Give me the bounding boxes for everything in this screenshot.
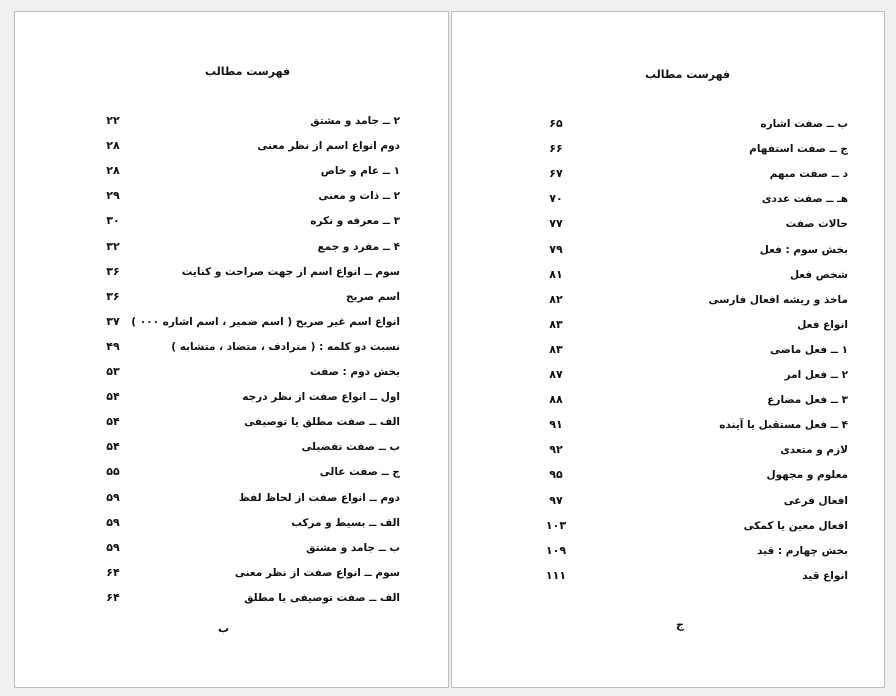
toc-entry-page-number: ۶۴ bbox=[106, 565, 120, 579]
toc-entry-page-number: ۷۰ bbox=[549, 192, 563, 206]
toc-entry-title: بخش سوم : فعل bbox=[759, 243, 848, 256]
toc-entry bbox=[15, 112, 448, 130]
toc-entry-title: هـ ــ صفت عددی bbox=[761, 193, 848, 206]
toc-entry-title: ۳ ــ معرفه و نکره bbox=[310, 215, 400, 228]
toc-entry-title: سوم ــ انواع صفت از نظر معنی bbox=[234, 566, 400, 579]
toc-entry-page-number: ۵۳ bbox=[106, 365, 120, 378]
toc-entry-title: لازم و متعدی bbox=[780, 444, 848, 457]
toc-entry-page-number: ۵۴ bbox=[106, 440, 120, 454]
toc-entry-title: ب ــ صفت تفضیلی bbox=[301, 441, 400, 454]
toc-entry-page-number: ۲۲ bbox=[106, 114, 120, 127]
toc-entry bbox=[15, 338, 448, 356]
right-page-title: فهرست مطالب bbox=[645, 68, 731, 81]
toc-entry-title: انواع اسم غیر صریح ( اسم ضمیر ، اسم اشاره ۰۰۰ ) bbox=[131, 315, 400, 328]
toc-entry-title: افعال فرعی bbox=[783, 494, 848, 507]
toc-entry-title: انواع قید bbox=[802, 569, 848, 582]
toc-entry bbox=[452, 542, 884, 560]
toc-entry-title: ۱ ــ عام و خاص bbox=[320, 165, 400, 178]
toc-entry bbox=[452, 190, 884, 208]
toc-entry-page-number: ۱۰۹ bbox=[545, 543, 567, 557]
toc-entry-page-number: ۵۵ bbox=[106, 465, 120, 479]
toc-entry bbox=[15, 162, 448, 180]
toc-entry bbox=[452, 492, 884, 510]
toc-entry bbox=[452, 466, 884, 484]
toc-entry bbox=[452, 416, 884, 434]
toc-entry-page-number: ۲۸ bbox=[106, 164, 120, 178]
toc-entry bbox=[452, 165, 884, 183]
toc-entry-title: الف ــ بسیط و مرکب bbox=[291, 516, 400, 529]
toc-entry-title: دوم ــ انواع صفت از لحاظ لفظ bbox=[238, 491, 400, 504]
toc-entry-page-number: ۵۴ bbox=[106, 415, 120, 429]
toc-entry bbox=[15, 212, 448, 230]
toc-entry bbox=[15, 589, 448, 607]
toc-entry-page-number: ۸۳ bbox=[549, 317, 563, 331]
toc-entry-title: حالات صفت bbox=[785, 218, 848, 231]
toc-entry-title: ۱ ــ فعل ماضی bbox=[770, 343, 848, 356]
toc-entry-title: الف ــ صفت توصیفی یا مطلق bbox=[244, 591, 400, 604]
toc-entry bbox=[15, 313, 448, 331]
right-toc-list bbox=[452, 12, 884, 687]
toc-entry-title: انواع فعل bbox=[797, 318, 848, 331]
toc-entry bbox=[15, 263, 448, 281]
toc-entry-page-number: ۴۹ bbox=[106, 339, 120, 353]
toc-entry-title: اول ــ انواع صفت از نظر درجه bbox=[242, 391, 400, 404]
toc-entry-title: بخش دوم : صفت bbox=[310, 366, 400, 378]
toc-entry-title: افعال معین یا کمکی bbox=[743, 519, 848, 532]
toc-entry bbox=[452, 567, 884, 585]
toc-entry-title: الف ــ صفت مطلق یا توصیفی bbox=[244, 416, 400, 429]
toc-entry bbox=[452, 241, 884, 259]
toc-entry bbox=[15, 137, 448, 155]
toc-entry bbox=[452, 115, 884, 133]
toc-entry bbox=[15, 489, 448, 507]
toc-entry-page-number: ۹۵ bbox=[549, 468, 563, 482]
toc-entry bbox=[15, 438, 448, 456]
toc-entry-page-number: ۸۳ bbox=[549, 342, 563, 356]
toc-entry-page-number: ۹۷ bbox=[549, 493, 563, 507]
toc-entry-page-number: ۷۷ bbox=[549, 217, 563, 231]
toc-entry bbox=[15, 413, 448, 431]
toc-entry-page-number: ۳۰ bbox=[106, 214, 120, 228]
toc-entry bbox=[15, 288, 448, 306]
toc-entry-page-number: ۵۹ bbox=[106, 540, 120, 554]
toc-entry-title: ۴ ــ مفرد و جمع bbox=[317, 240, 400, 253]
toc-entry-title: ج ــ صفت عالی bbox=[319, 466, 400, 479]
toc-entry-page-number: ۳۶ bbox=[106, 289, 120, 303]
toc-entry-page-number: ۵۹ bbox=[106, 515, 120, 529]
toc-entry bbox=[15, 388, 448, 406]
toc-entry bbox=[452, 341, 884, 359]
toc-entry-title: سوم ــ انواع اسم از جهت صراحت و کنایت bbox=[181, 265, 400, 278]
toc-entry-title: ۲ ــ ذات و معنی bbox=[318, 190, 400, 203]
toc-entry-page-number: ۳۲ bbox=[106, 239, 120, 253]
toc-entry-title: ماخذ و ریشه افعال فارسی bbox=[708, 293, 848, 306]
toc-entry-page-number: ۲۹ bbox=[106, 189, 120, 203]
toc-entry-title: ۳ ــ فعل مضارع bbox=[767, 394, 848, 407]
toc-entry bbox=[452, 441, 884, 459]
toc-entry-page-number: ۵۹ bbox=[106, 490, 120, 504]
toc-entry bbox=[452, 266, 884, 284]
toc-entry bbox=[452, 391, 884, 409]
toc-entry-title: ۲ ــ جامد و مشتق bbox=[310, 115, 400, 127]
toc-entry-title: معلوم و مجهول bbox=[766, 469, 848, 482]
toc-entry-page-number: ۸۲ bbox=[549, 292, 563, 306]
toc-entry bbox=[15, 514, 448, 532]
toc-entry-title: نسبت دو کلمه : ( مترادف ، متضاد ، متشابه ) bbox=[171, 340, 400, 353]
right-page bbox=[451, 11, 885, 688]
toc-entry bbox=[452, 366, 884, 384]
toc-entry-page-number: ۳۶ bbox=[106, 264, 120, 278]
toc-entry-title: ۴ ــ فعل مستقبل یا آینده bbox=[719, 419, 848, 432]
toc-entry-page-number: ۷۹ bbox=[549, 242, 563, 256]
toc-entry-title: اسم صریح bbox=[345, 290, 400, 303]
toc-entry bbox=[15, 539, 448, 557]
toc-entry-page-number: ۶۶ bbox=[549, 142, 563, 156]
toc-entry bbox=[452, 291, 884, 309]
toc-entry bbox=[452, 140, 884, 158]
toc-entry-title: ب ــ صفت اشاره bbox=[760, 118, 848, 130]
toc-entry-page-number: ۶۴ bbox=[106, 590, 120, 604]
left-toc-list bbox=[15, 12, 448, 687]
toc-entry-title: شخص فعل bbox=[789, 268, 848, 281]
toc-entry bbox=[15, 463, 448, 481]
toc-entry-title: دوم انواع اسم از نظر معنی bbox=[257, 140, 400, 153]
toc-entry-page-number: ۶۷ bbox=[549, 167, 563, 181]
toc-entry-title: ج ــ صفت استفهام bbox=[749, 143, 848, 156]
toc-entry bbox=[15, 363, 448, 381]
toc-entry-page-number: ۹۱ bbox=[549, 418, 563, 432]
left-page-footer: ب bbox=[218, 622, 230, 635]
left-page bbox=[14, 11, 449, 688]
toc-entry-page-number: ۹۲ bbox=[549, 443, 563, 457]
toc-entry-title: د ــ صفت مبهم bbox=[769, 168, 848, 181]
toc-entry-title: ۲ ــ فعل امر bbox=[784, 369, 848, 381]
toc-entry bbox=[15, 564, 448, 582]
toc-entry-title: بخش چهارم : قید bbox=[757, 544, 848, 557]
left-page-title: فهرست مطالب bbox=[205, 65, 291, 78]
toc-entry-page-number: ۸۸ bbox=[549, 393, 563, 407]
toc-entry bbox=[452, 316, 884, 334]
toc-entry-page-number: ۱۱۱ bbox=[545, 568, 567, 582]
toc-entry-page-number: ۶۵ bbox=[549, 117, 563, 130]
toc-entry bbox=[452, 517, 884, 535]
toc-entry-title: ب ــ جامد و مشتق bbox=[306, 541, 400, 554]
toc-entry-page-number: ۸۷ bbox=[549, 368, 563, 381]
toc-entry bbox=[15, 238, 448, 256]
toc-entry bbox=[15, 187, 448, 205]
right-page-footer: ج bbox=[676, 618, 684, 631]
toc-entry-page-number: ۳۷ bbox=[106, 314, 120, 328]
toc-entry-page-number: ۱۰۳ bbox=[545, 518, 567, 532]
toc-entry bbox=[452, 215, 884, 233]
toc-entry-page-number: ۲۸ bbox=[106, 139, 120, 153]
toc-entry-page-number: ۵۴ bbox=[106, 390, 120, 404]
toc-entry-page-number: ۸۱ bbox=[549, 267, 563, 281]
